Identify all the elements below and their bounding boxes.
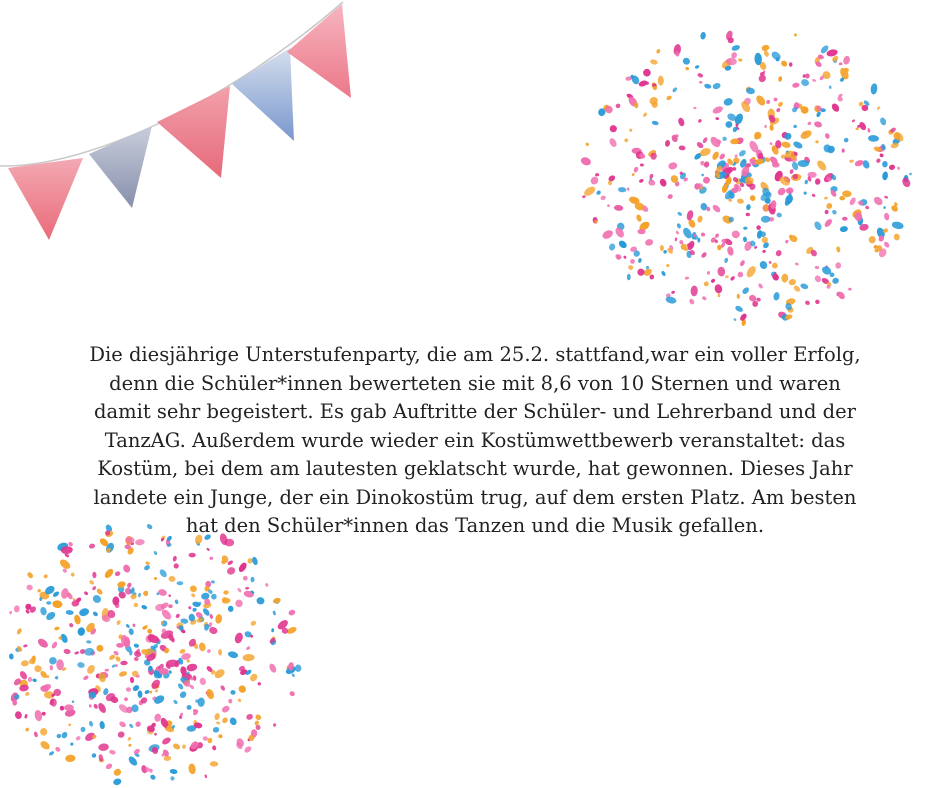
confetti-icon: [575, 20, 920, 330]
article-text: Die diesjährige Unterstufenparty, die am 25.2. stattfand,war ein voller Erfolg, denn die Schüler*innen bewerteten sie mit 8,6 von 10 Sternen und waren damit sehr begeistert. Es gab Auftritte der Schüler- und Lehrerband und der TanzAG. Außerdem wurde wieder ein Kostümwettbewerb veranstaltet: das Kostüm, bei dem am lautesten geklatscht wurde, hat gewonnen. Dieses Jahr landete ein Junge, der ein Dinokostüm trug, auf dem ersten Platz. Am besten hat den Schüler*innen das Tanzen und die Musik gefallen.: [89, 343, 861, 537]
bunting-icon: [0, 0, 360, 250]
confetti-icon: [0, 520, 320, 788]
